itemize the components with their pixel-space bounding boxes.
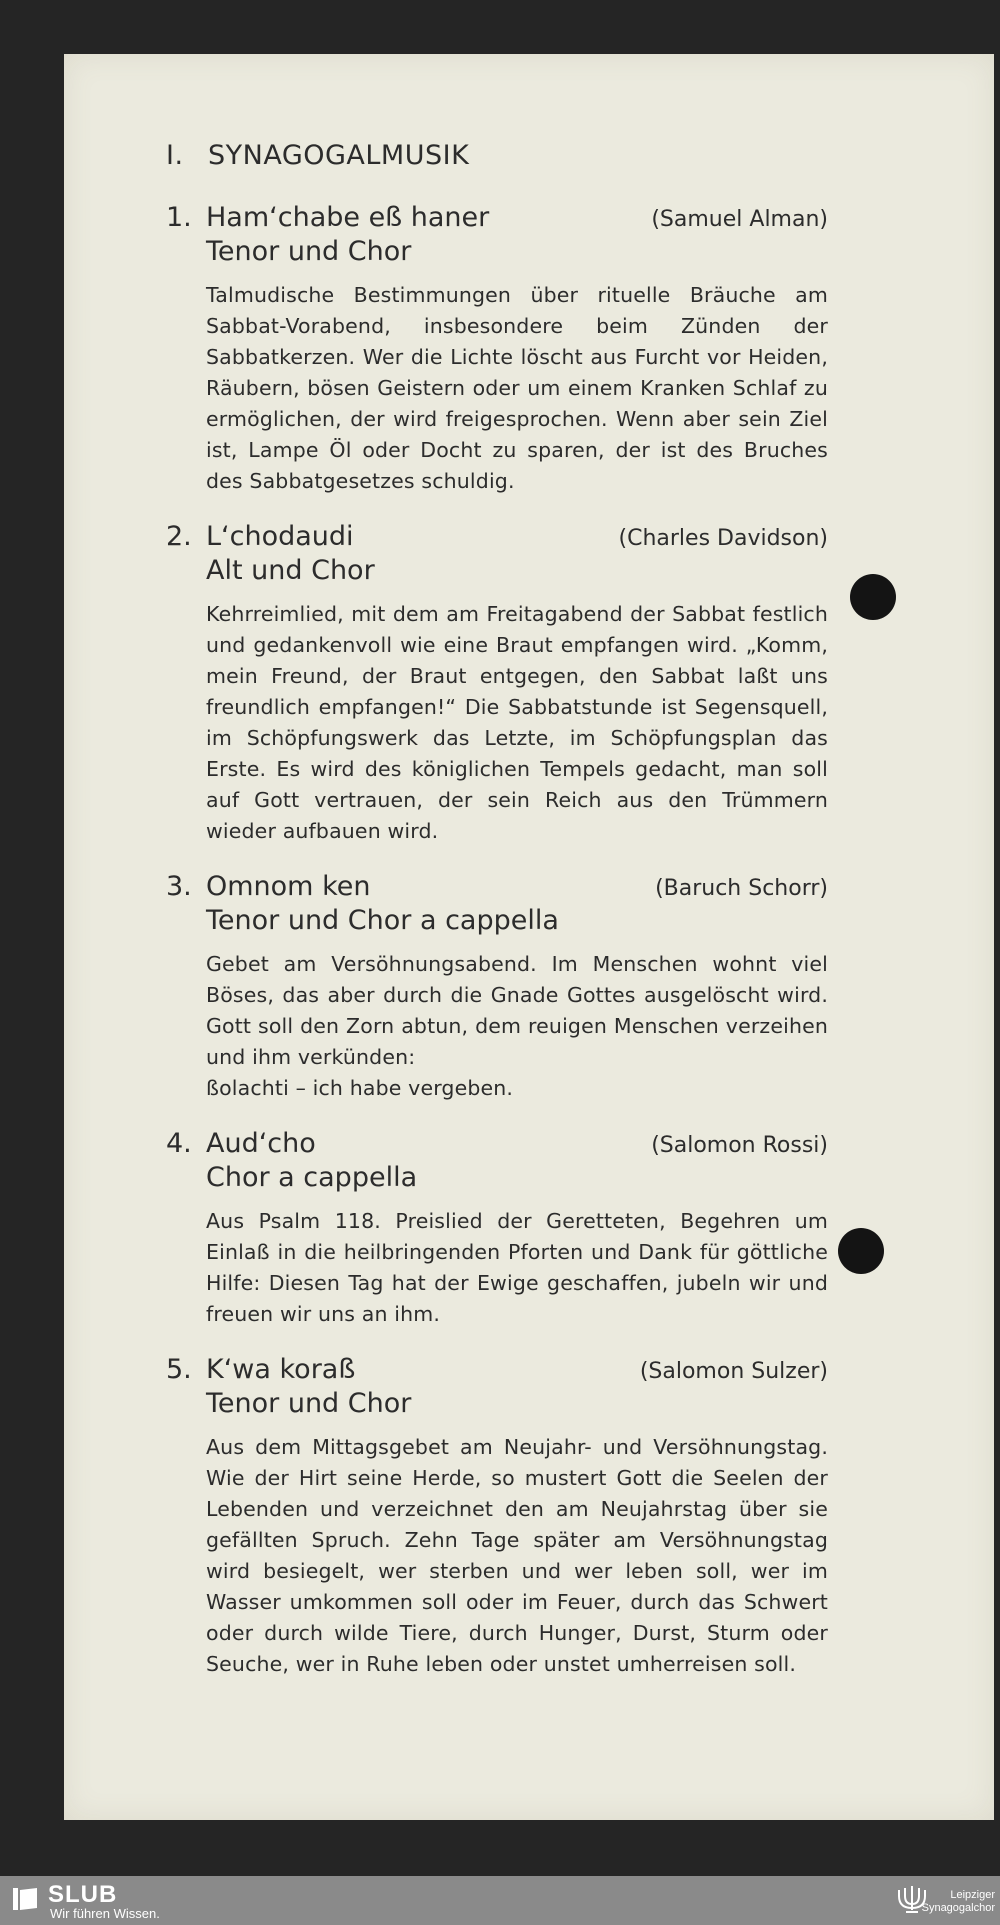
item-description-last-line: ßolachti – ich habe vergeben. bbox=[206, 1076, 514, 1100]
item-description-text: Gebet am Versöhnungsabend. Im Menschen wohnt viel Böses, das aber durch die Gnade Gottes ausgelöscht wird. Gott soll den Zorn abtun, dem reuigen Menschen verzeihen und ihm verkünden: bbox=[206, 952, 828, 1069]
item-composer: (Samuel Alman) bbox=[651, 207, 828, 232]
item-title: K‘wa koraß bbox=[206, 1354, 356, 1385]
program-item bbox=[166, 202, 828, 497]
section-heading bbox=[166, 140, 828, 171]
choir-name-line2: Synagogalchor bbox=[921, 1902, 995, 1914]
item-title: L‘chodaudi bbox=[206, 521, 354, 552]
punch-hole-lower bbox=[838, 1228, 884, 1274]
item-description bbox=[206, 280, 828, 497]
item-voices: Tenor und Chor bbox=[206, 236, 412, 267]
item-description bbox=[206, 599, 828, 847]
section-number: I. bbox=[166, 140, 184, 171]
item-number: 5. bbox=[166, 1354, 192, 1385]
item-composer: (Charles Davidson) bbox=[618, 526, 828, 551]
item-number: 3. bbox=[166, 871, 192, 902]
slub-book-icon bbox=[12, 1886, 38, 1912]
item-header bbox=[166, 871, 828, 905]
item-title: Aud‘cho bbox=[206, 1128, 316, 1159]
program-item bbox=[166, 521, 828, 847]
program-item bbox=[166, 871, 828, 1104]
item-voices: Alt und Chor bbox=[206, 555, 375, 586]
item-description bbox=[206, 1432, 828, 1680]
punch-hole-upper bbox=[850, 574, 896, 620]
item-header bbox=[166, 202, 828, 236]
item-title: Omnom ken bbox=[206, 871, 371, 902]
item-description-text: Talmudische Bestimmungen über rituelle Bräuche am Sabbat-Vorabend, insbesondere beim Zünden der Sabbatkerzen. Wer die Lichte löscht aus Furcht vor Heiden, Räubern, bösen Geistern oder um einem Kranken Schlaf zu ermöglichen, der wird freigesprochen. Wenn aber sein Ziel ist, Lampe Öl oder Docht zu sparen, der ist des Bruches des Sabbatgesetzes schuldig. bbox=[206, 283, 828, 493]
program-content bbox=[166, 140, 828, 1704]
item-voices: Chor a cappella bbox=[206, 1162, 418, 1193]
item-title: Ham‘chabe eß haner bbox=[206, 202, 490, 233]
item-header bbox=[166, 1354, 828, 1388]
item-composer: (Salomon Rossi) bbox=[651, 1133, 828, 1158]
item-composer: (Baruch Schorr) bbox=[655, 876, 828, 901]
choir-name-line1: Leipziger bbox=[950, 1889, 995, 1901]
item-number: 1. bbox=[166, 202, 192, 233]
item-voices: Tenor und Chor bbox=[206, 1388, 412, 1419]
section-title: SYNAGOGALMUSIK bbox=[208, 140, 470, 171]
item-composer: (Salomon Sulzer) bbox=[639, 1359, 828, 1384]
item-description-text: Kehrreimlied, mit dem am Freitagabend der Sabbat festlich und gedankenvoll wie eine Braut empfangen wird. „Komm, mein Freund, der Braut entgegen, den Sabbat laßt uns freundlich empfangen!“ Die Sabbatstunde ist Segensquell, im Schöpfungswerk das Letzte, im Schöpfungsplan das Erste. Es wird des königlichen Tempels gedacht, man soll auf Gott vertrauen, der sein Reich aus den Trümmern wieder aufbauen wird. bbox=[206, 602, 828, 843]
item-number: 2. bbox=[166, 521, 192, 552]
item-header bbox=[166, 521, 828, 555]
library-slogan: Wir führen Wissen. bbox=[50, 1906, 160, 1921]
item-description bbox=[206, 949, 828, 1104]
item-voices: Tenor und Chor a cappella bbox=[206, 905, 559, 936]
item-description bbox=[206, 1206, 828, 1330]
item-description-text: Aus dem Mittagsgebet am Neujahr- und Versöhnungstag. Wie der Hirt seine Herde, so mustert Gott die Seelen der Lebenden und verzeichnet den am Neujahrstag über sie gefällten Spruch. Zehn Tage später am Versöhnungstag wird besiegelt, wer sterben und wer leben soll, wer im Wasser umkommen soll oder im Feuer, durch das Schwert oder durch wilde Tiere, durch Hunger, Durst, Sturm oder Seuche, wer in Ruhe leben oder unstet umherreisen soll. bbox=[206, 1435, 828, 1676]
library-name[interactable]: SLUB bbox=[48, 1881, 118, 1908]
choir-name bbox=[905, 1889, 995, 1915]
program-item bbox=[166, 1354, 828, 1680]
item-number: 4. bbox=[166, 1128, 192, 1159]
program-item bbox=[166, 1128, 828, 1330]
item-description-text: Aus Psalm 118. Preislied der Geretteten, Begehren um Einlaß in die heilbringenden Pforten und Dank für göttliche Hilfe: Diesen Tag hat der Ewige geschaffen, jubeln wir und freuen wir uns an ihm. bbox=[206, 1209, 828, 1326]
item-header bbox=[166, 1128, 828, 1162]
viewer-footer bbox=[0, 1876, 1000, 1925]
